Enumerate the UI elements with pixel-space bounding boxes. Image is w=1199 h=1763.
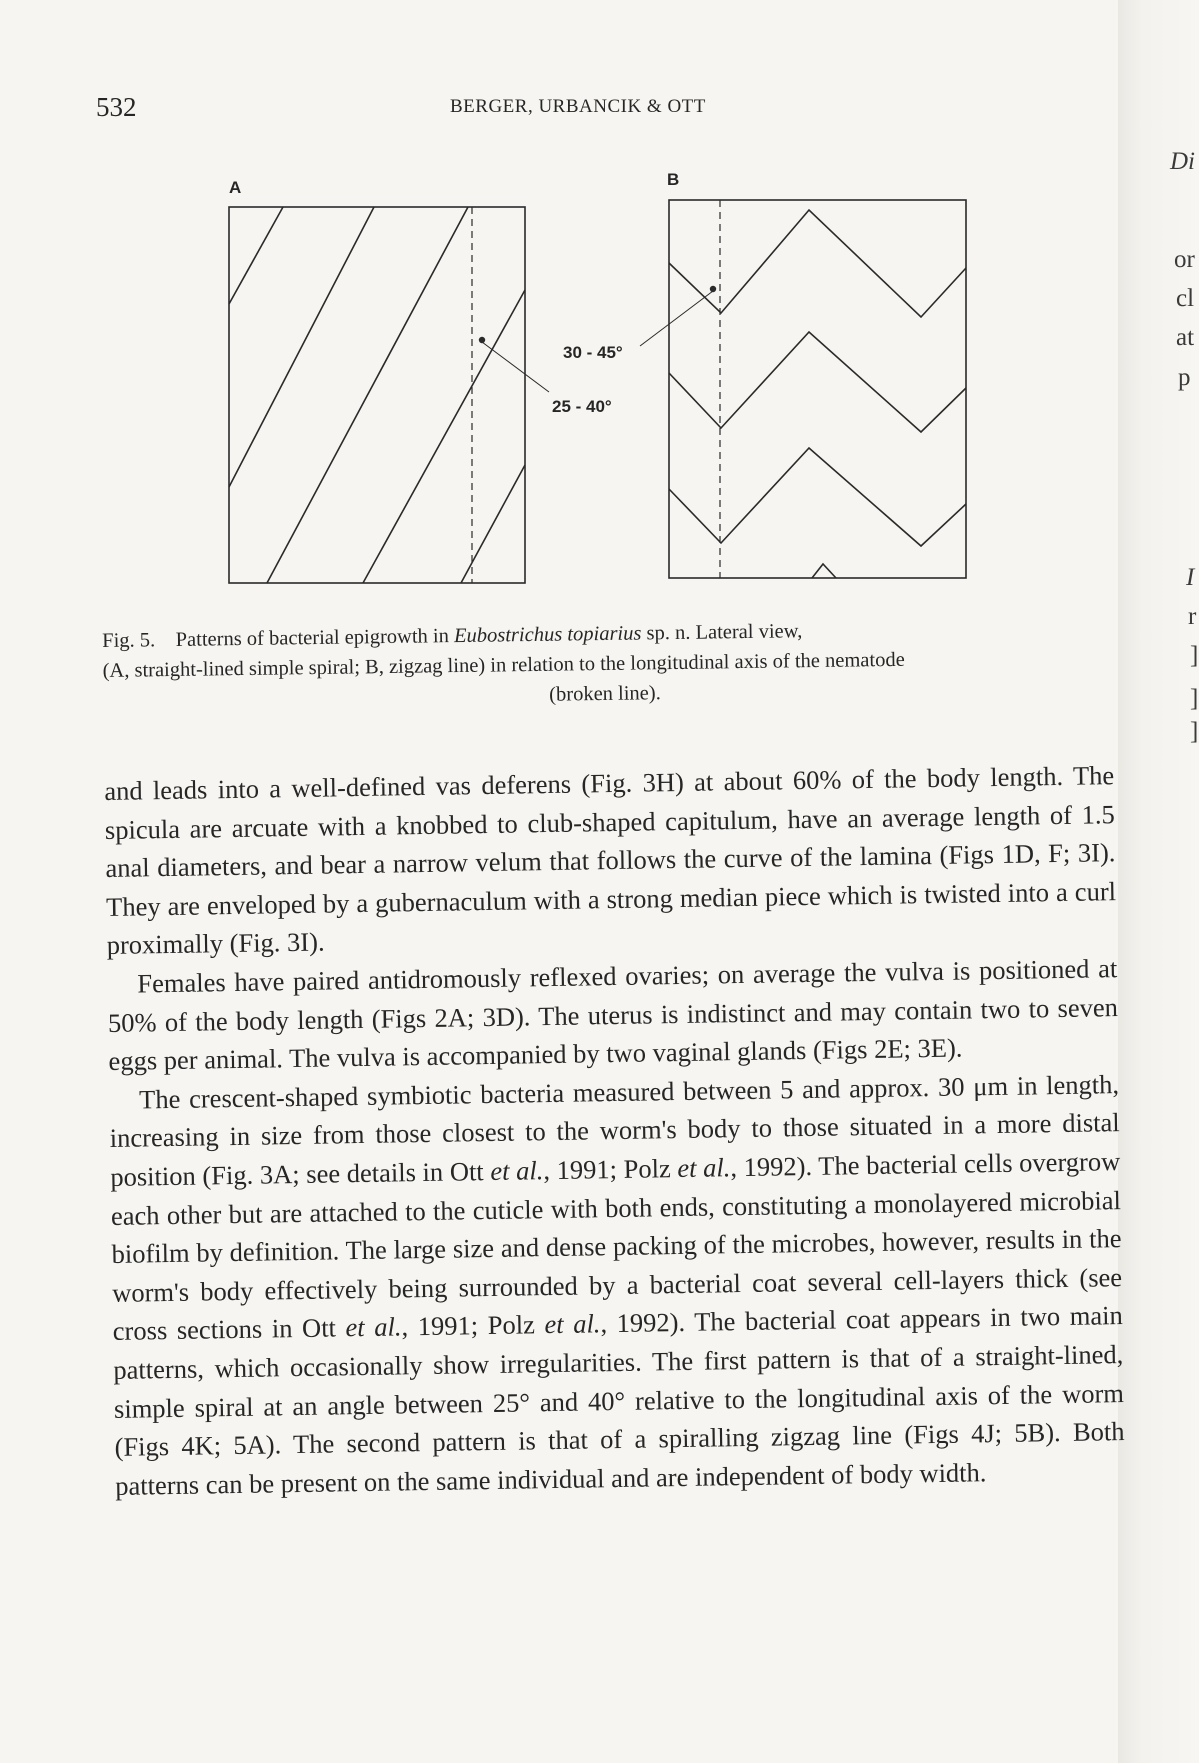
caption-prefix: Fig. 5. (102, 629, 156, 652)
paragraph-1: and leads into a well-defined vas deferens (Fig. 3H) at about 60% of the body length. The spicula are arcuate with a knobbed to club-shaped capitulum, have an average length of 1.5 anal diameters, and bear a narrow velum that follows the curve of the lamina (Figs 1D, F; 3I). They are enveloped by a gubernaculum with a strong median piece which is twisted into a curl proximally (Fig. 3I). (104, 760, 1117, 961)
next-page-fragment: ] (1190, 642, 1199, 669)
angle-vertex-b (710, 286, 716, 292)
panel-a-stripe (267, 207, 468, 583)
angle-vertex-a (479, 337, 485, 343)
next-page-fragment: p (1178, 364, 1191, 391)
panel-b-zigzag (669, 210, 966, 317)
panel-b-zigzag (669, 448, 966, 546)
panel-b-label: B (667, 170, 680, 189)
next-page-fragment: or (1174, 246, 1195, 273)
panel-a-stripe (229, 207, 283, 304)
angle-label-b: 30 - 45° (563, 343, 623, 362)
panel-b-frame (669, 200, 966, 578)
paragraph-2: Females have paired antidromously reflexed ovaries; on average the vulva is positioned at 50% of the body length (Figs 2A; 3D). The uterus is indistinct and may contain two to seven eggs per animal. The vulva is accompanied by two vaginal glands (Figs 2E; 3E). (107, 953, 1119, 1077)
panel-b-zigzag (669, 332, 966, 432)
paragraph-3: The crescent-shaped symbiotic bacteria measured between 5 and approx. 30 μm in length, increasing in size from those closest to the worm's body to those situated in a more distal position (Fig. 3A; see details in Ott et al., 1991; Polz et al., 1992). The bacterial cells overgrow each other but are attached to the cuticle with both ends, constituting a monolayered microbial biofilm by definition. The large size and dense packing of the microbes, however, results in the worm's body effectively being surrounded by a bacterial coat several cell-layers thick (see cross sections in Ott et al., 1991; Polz et al., 1992). The bacterial coat appears in two main patterns, which occasionally show irregularities. The first pattern is that of a straight-lined, simple spiral at an angle between 25° and 40° relative to the longitudinal axis of the worm (Figs 4K; 5A). The second pattern is that of a spiralling zigzag line (Figs 4J; 5B). Both patterns can be present on the same individual and are independent of body width. (109, 1068, 1125, 1501)
next-page-fragment: ] (1190, 718, 1199, 745)
figure-caption (102, 612, 1107, 716)
body-text (104, 756, 1125, 1505)
next-page-fragment: r (1188, 603, 1197, 630)
next-page-fragment: Di (1170, 148, 1195, 175)
caption-species: Eubostrichus topiarius (453, 622, 642, 648)
caption-line-3: (broken line). (549, 682, 661, 706)
panel-a-stripe (363, 290, 525, 583)
caption-line-2: (A, straight-lined simple spiral; B, zigzag line) in relation to the longitudinal axis of the nematode (102, 648, 905, 682)
panel-a-stripe (229, 207, 374, 487)
next-page-fragment: ] (1190, 685, 1199, 712)
leader-line-b (640, 291, 713, 346)
next-page-fragment: at (1176, 324, 1195, 351)
next-page-fragment: I (1186, 564, 1195, 591)
caption-line-1: Fig. 5. Patterns of bacterial epigrowth in Eubostrichus topiarius sp. n. Lateral view, (102, 620, 803, 652)
panel-a-stripe (461, 465, 525, 583)
angle-label-a: 25 - 40° (552, 397, 612, 416)
figure-5-diagram (0, 0, 1199, 620)
panel-a-label: A (229, 178, 242, 197)
page-number: 532 (96, 92, 137, 122)
panel-b-zigzag (812, 564, 836, 578)
leader-line-a (482, 342, 549, 392)
next-page-fragment: cl (1176, 285, 1195, 312)
running-header-authors: BERGER, URBANCIK & OTT (450, 96, 706, 117)
panel-a-frame (229, 207, 525, 583)
